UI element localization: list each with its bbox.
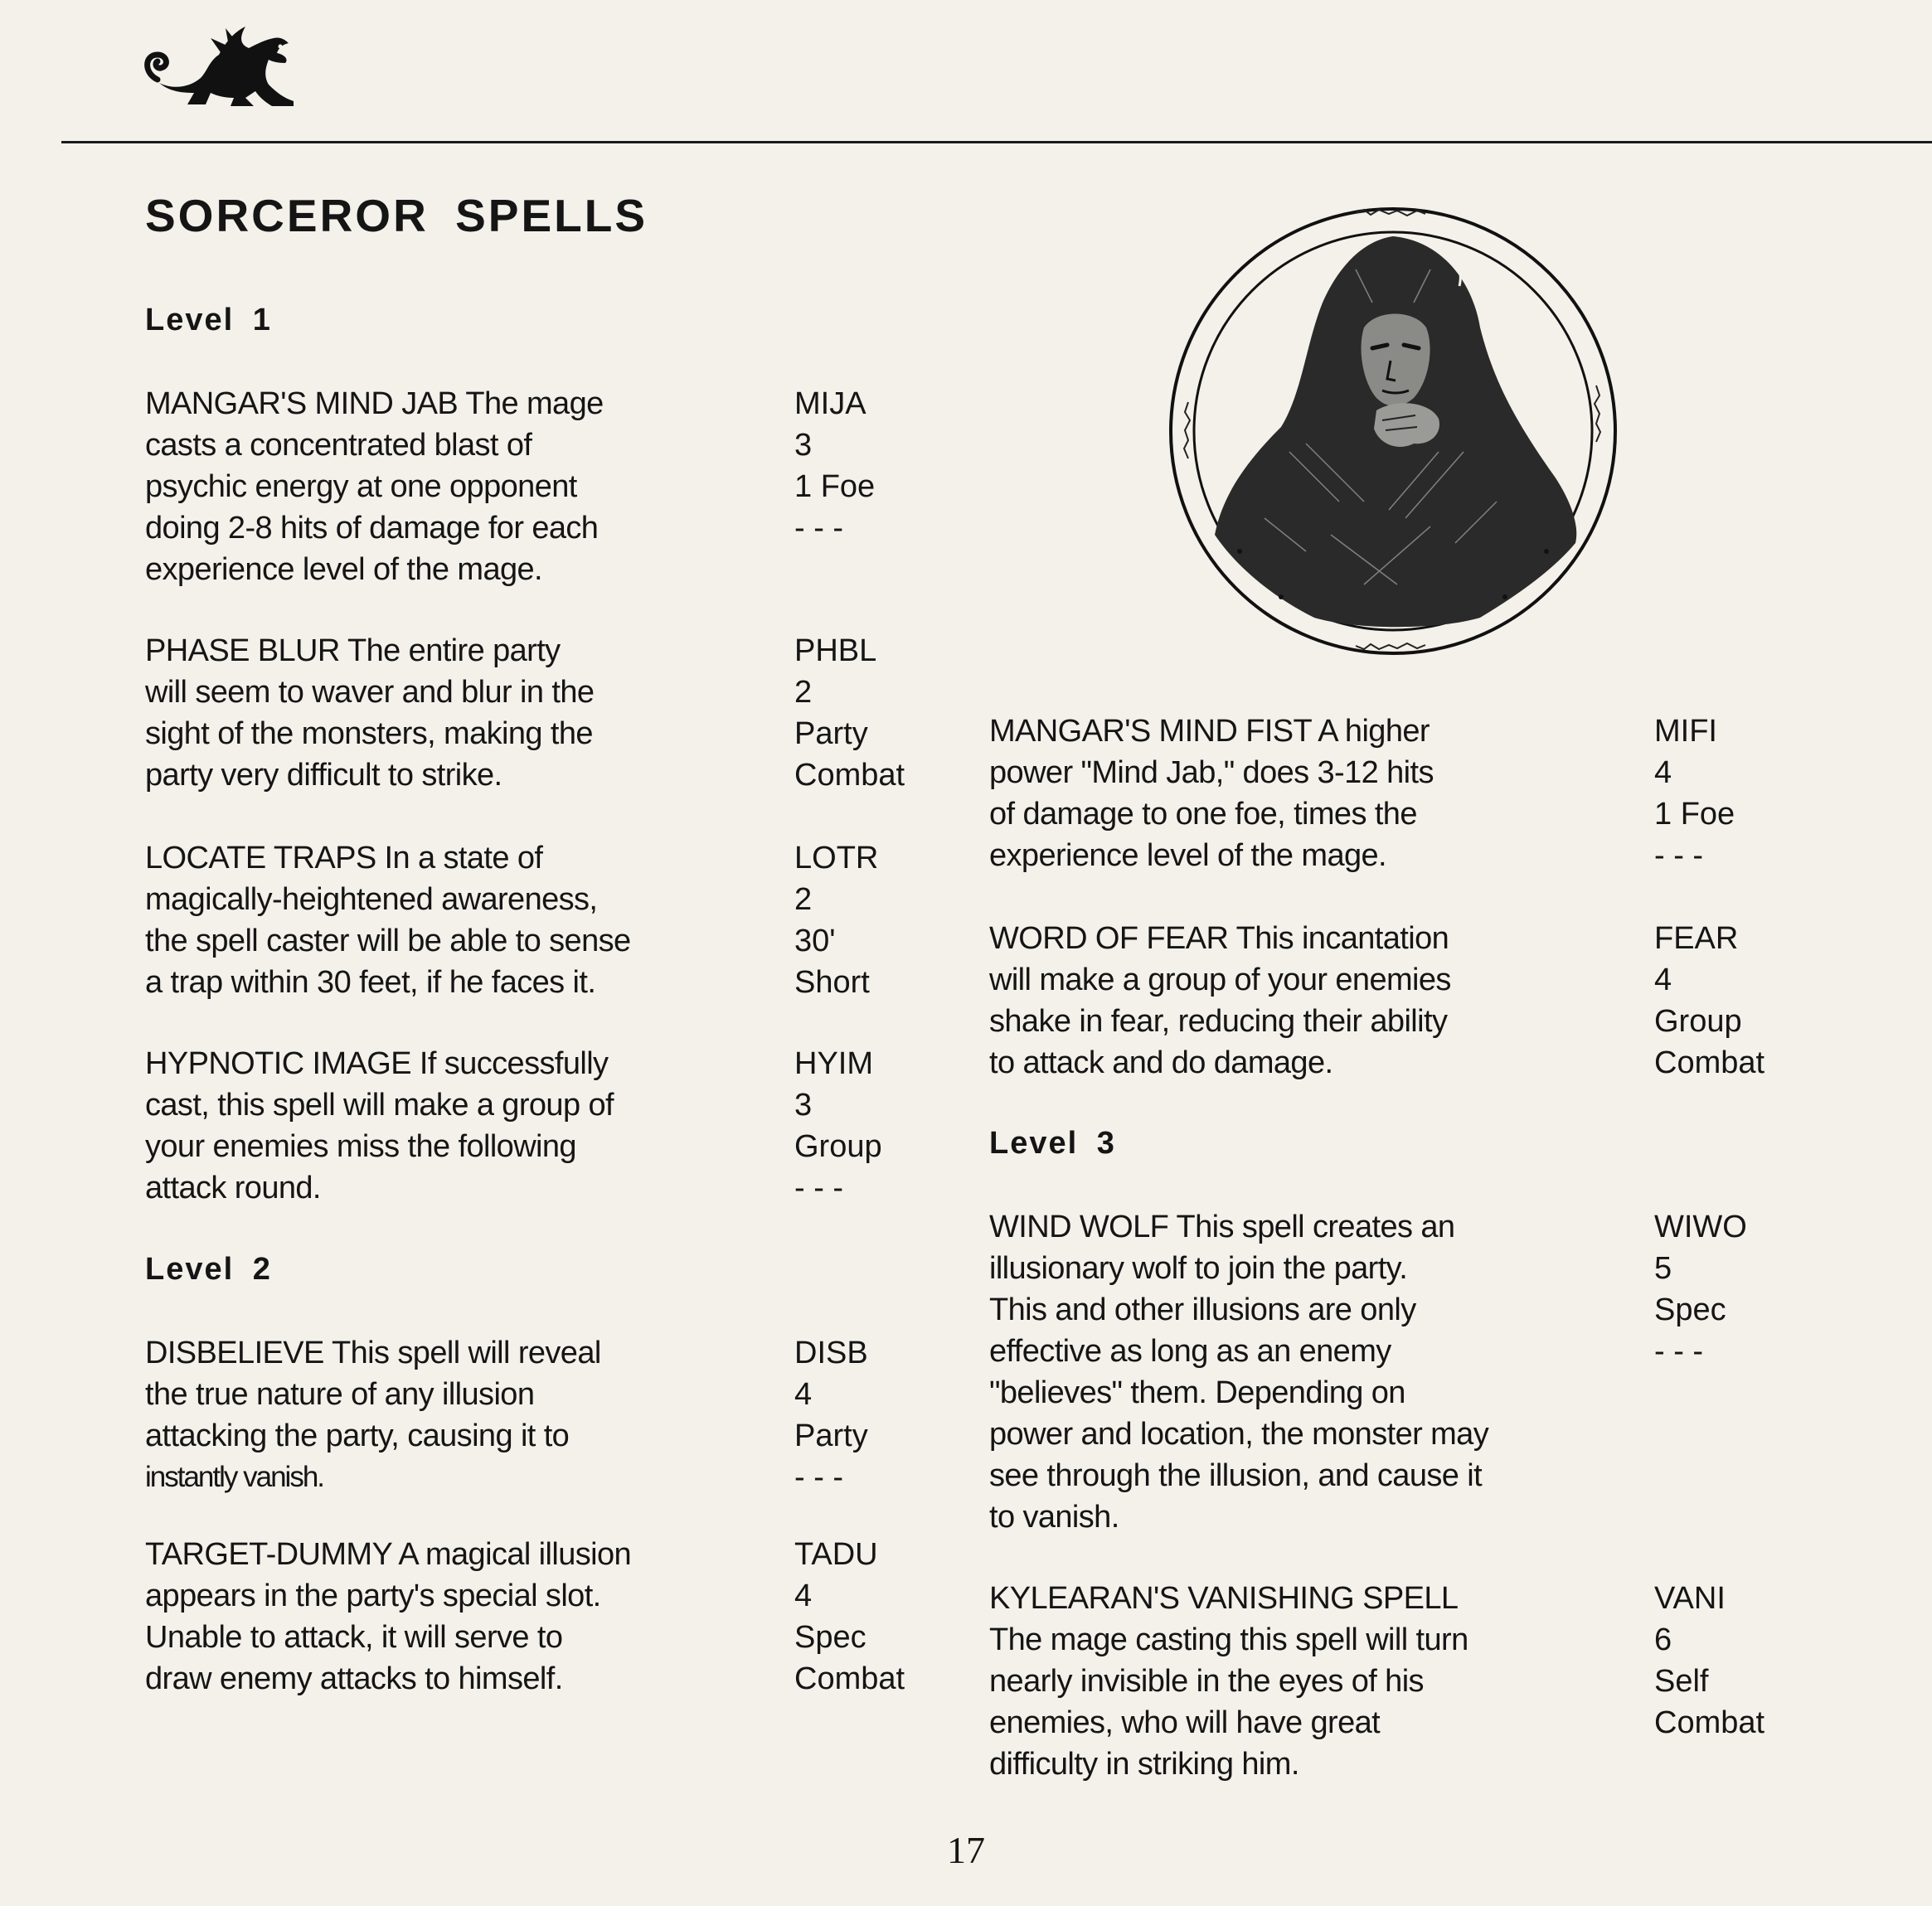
- spell-description: TARGET-DUMMY A magical illusion appears in the party's special slot. Unable to attack, it will serve to draw enemy attacks to himself.: [145, 1537, 632, 1696]
- spell-description: WIND WOLF This spell creates an illusionary wolf to join the party. This and other illusions are only effective as long as an enemy "believes" them. Depending on power and location, the monster may see through the illusion, and cause it to vanish.: [989, 1210, 1489, 1535]
- spell-description: WORD OF FEAR This incantation will make a group of your enemies shake in fear, reducing their ability to attack and do damage.: [989, 921, 1451, 1080]
- header-rule: [61, 141, 1932, 143]
- spell-stats: HYIM 3 Group - - -: [794, 1046, 882, 1205]
- spell-stats: TADU 4 Spec Combat: [794, 1537, 905, 1696]
- spell-description: KYLEARAN'S VANISHING SPELL The mage casting this spell will turn nearly invisible in the eyes of his enemies, who will have great difficulty in striking him.: [989, 1581, 1468, 1782]
- spell-description: MANGAR'S MIND JAB The mage casts a concentrated blast of psychic energy at one opponent doing 2-8 hits of damage for each experience level of the mage.: [145, 386, 604, 587]
- spell-stats: PHBL 2 Party Combat: [794, 633, 905, 793]
- level-heading-1: Level 1: [145, 303, 272, 337]
- level-heading-3: Level 3: [989, 1126, 1116, 1161]
- spell-stats: MIFI 4 1 Foe - - -: [1654, 714, 1735, 873]
- spell-description: LOCATE TRAPS In a state of magically-heightened awareness, the spell caster will be able to sense a trap within 30 feet, if he faces it.: [145, 841, 631, 1000]
- spell-stats: LOTR 2 30' Short: [794, 841, 879, 1000]
- hooded-sorcerer-illustration: [1165, 203, 1621, 659]
- page-title: SORCEROR SPELLS: [145, 190, 648, 241]
- spell-stats: FEAR 4 Group Combat: [1654, 921, 1765, 1080]
- spell-description: HYPNOTIC IMAGE If successfully cast, this spell will make a group of your enemies miss the following attack round.: [145, 1046, 614, 1205]
- spell-stats: MIJA 3 1 Foe - - -: [794, 386, 876, 546]
- spell-description: PHASE BLUR The entire party will seem to waver and blur in the sight of the monsters, making the party very difficult to strike.: [145, 633, 595, 793]
- page-number: 17: [947, 1829, 985, 1871]
- spell-stats: DISB 4 Party - - -: [794, 1336, 868, 1495]
- level-heading-2: Level 2: [145, 1252, 272, 1287]
- spell-stats: WIWO 5 Spec - - -: [1654, 1210, 1747, 1369]
- spell-description: DISBELIEVE This spell will reveal the true nature of any illusion attacking the party, causing it to instantly vanish.: [145, 1336, 601, 1493]
- spell-stats: VANI 6 Self Combat: [1654, 1581, 1765, 1740]
- spell-description: MANGAR'S MIND FIST A higher power "Mind Jab," does 3-12 hits of damage to one foe, times the experience level of the mage.: [989, 714, 1434, 873]
- dragon-icon: [139, 22, 297, 114]
